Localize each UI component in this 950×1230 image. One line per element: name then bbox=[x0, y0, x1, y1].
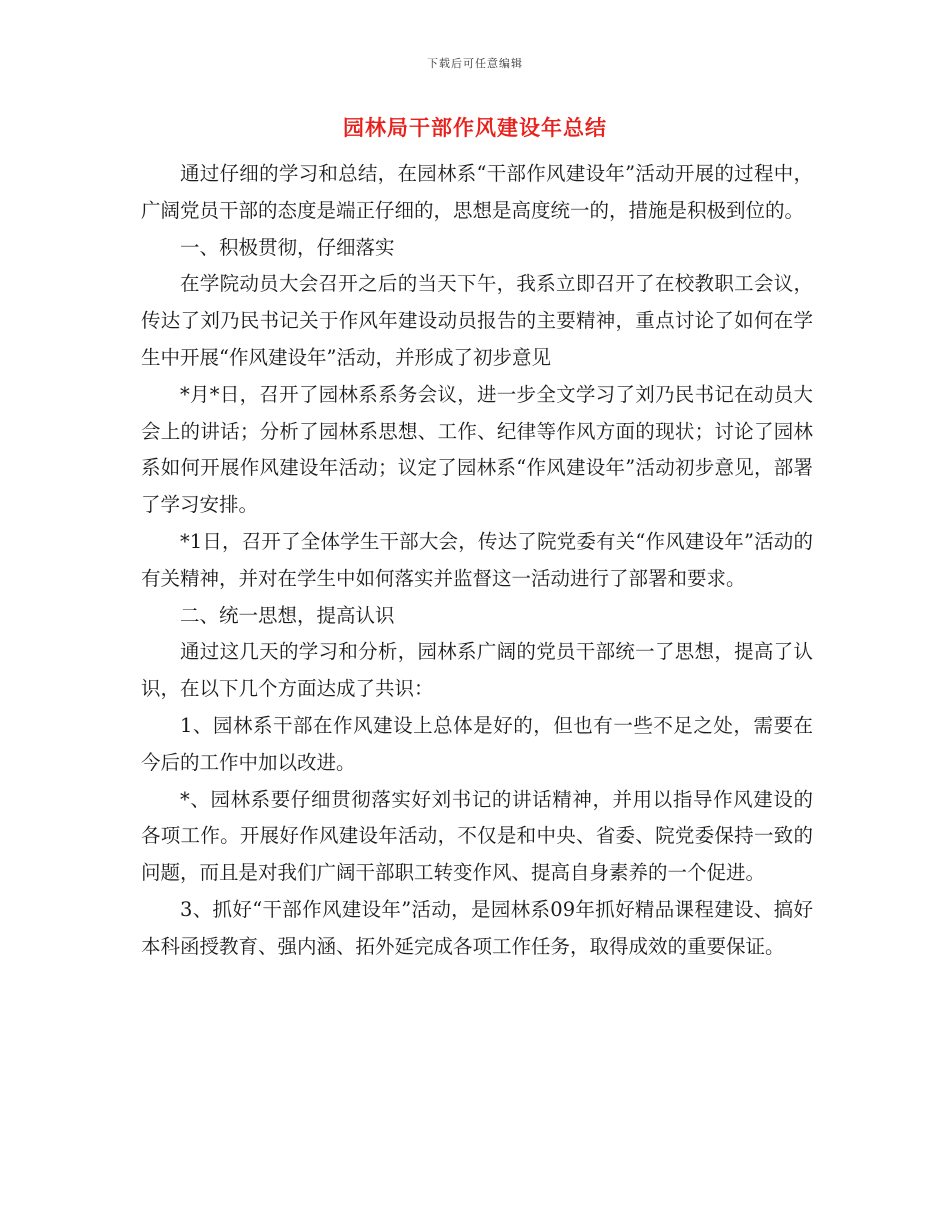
paragraph-intro: 通过仔细的学习和总结，在园林系“干部作风建设年”活动开展的过程中，广阔党员干部的态度是端正仔细的，思想是高度统一的，措施是积极到位的。 bbox=[141, 162, 813, 222]
header-note: 下载后可任意编辑 bbox=[427, 57, 523, 70]
section-heading-2: 二、统一思想，提高认识 bbox=[180, 603, 395, 627]
section-heading-1: 一、积极贯彻，仔细落实 bbox=[180, 235, 395, 259]
paragraph: 3、抓好“干部作风建设年”活动，是园林系09年抓好精品课程建设、搞好本科函授教育、强内涵、拓外延完成各项工作任务，取得成效的重要保证。 bbox=[141, 897, 813, 958]
document-body bbox=[141, 156, 813, 966]
paragraph: *月*日，召开了园林系系务会议，进一步全文学习了刘乃民书记在动员大会上的讲话；分析了园林系思想、工作、纪律等作风方面的现状；讨论了园林系如何开展作风建设年活动；议定了园林系“作风建设年”活动初步意见，部署了学习安排。 bbox=[141, 382, 813, 517]
document-title: 园林局干部作风建设年总结 bbox=[343, 116, 607, 140]
paragraph: *、园林系要仔细贯彻落实好刘书记的讲话精神，并用以指导作风建设的各项工作。开展好作风建设年活动，不仅是和中央、省委、院党委保持一致的问题，而且是对我们广阔干部职工转变作风、提高自身素养的一个促进。 bbox=[141, 787, 813, 885]
paragraph: 在学院动员大会召开之后的当天下午，我系立即召开了在校教职工会议，传达了刘乃民书记关于作风年建设动员报告的主要精神，重点讨论了如何在学生中开展“作风建设年”活动，并形成了初步意见 bbox=[141, 272, 813, 369]
paragraph: 1、园林系干部在作风建设上总体是好的，但也有一些不足之处，需要在今后的工作中加以改进。 bbox=[141, 713, 813, 774]
paragraph: 通过这几天的学习和分析，园林系广阔的党员干部统一了思想，提高了认识，在以下几个方面达成了共识： bbox=[141, 640, 813, 701]
paragraph: *1日，召开了全体学生干部大会，传达了院党委有关“作风建设年”活动的有关精神，并对在学生中如何落实并监督这一活动进行了部署和要求。 bbox=[141, 529, 813, 590]
